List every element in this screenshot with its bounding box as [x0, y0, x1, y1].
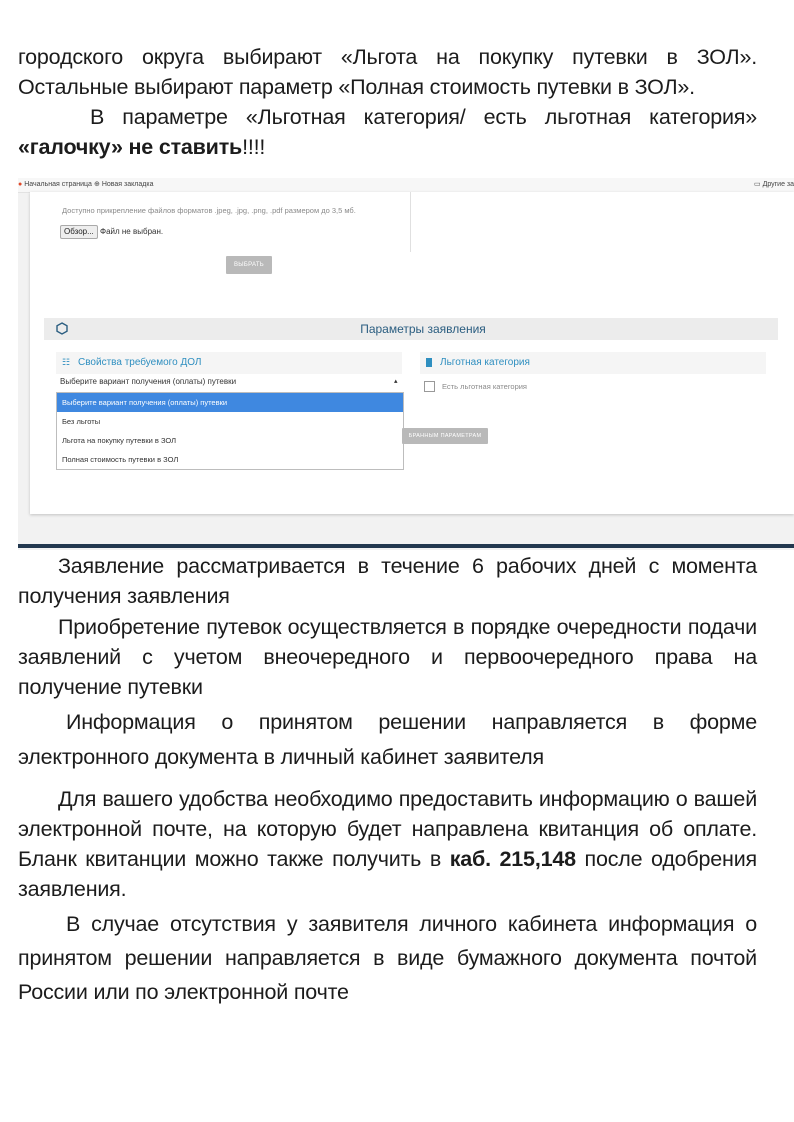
payment-dropdown: [56, 392, 404, 470]
bookmark-new[interactable]: ⊕ Новая закладка: [94, 181, 154, 188]
embedded-screenshot: [18, 178, 794, 550]
benefit-checkbox[interactable]: [424, 381, 435, 392]
choose-button[interactable]: ВЫБРАТЬ: [226, 256, 272, 274]
search-by-params-button[interactable]: БРАННЫМ ПАРАМЕТРАМ: [402, 428, 488, 444]
paragraph-email: Для вашего удобства необходимо предоставить информацию о вашей электронной почте, на которую будет направлена квитанция об оплате. Бланк квитанции можно также получить в каб. 215,148 после одобрения заявления.: [18, 787, 757, 901]
params-header: [44, 318, 778, 340]
application-panel: [30, 192, 794, 514]
paragraph-purchase-order: Приобретение путевок осуществляется в порядке очередности подачи заявлений с учетом внеочередного и первоочередного права на получение путевки: [18, 615, 757, 699]
no-checkmark-instruction: «галочку» не ставить: [18, 135, 243, 159]
dropdown-option[interactable]: Выберите вариант получения (оплаты) путевки: [57, 393, 403, 412]
dropdown-option[interactable]: Льгота на покупку путевки в ЗОЛ: [62, 436, 177, 445]
paragraph-review-period: Заявление рассматривается в течение 6 рабочих дней с момента получения заявления: [18, 554, 757, 608]
bookmark-other[interactable]: ▭ Другие за: [754, 181, 794, 188]
benefit-category-header: [420, 352, 766, 374]
dol-properties-header: [56, 352, 402, 374]
select-arrow-icon[interactable]: ▴: [394, 378, 398, 385]
dol-properties-title: Свойства требуемого ДОЛ: [78, 357, 202, 368]
sliders-icon: ☷: [62, 357, 71, 367]
top-line-1: городского округа выбирают «Льгота на покупку путевки в ЗОЛ».: [18, 45, 757, 69]
benefit-category-title: Льготная категория: [440, 357, 530, 368]
paragraph-no-account: В случае отсутствия у заявителя личного кабинета информация о принятом решении направляется в виде бумажного документа почтой России или по электронной почте: [18, 912, 757, 1004]
exclamations: !!!!: [242, 135, 266, 159]
globe-icon: ⊕: [94, 181, 100, 188]
top-paragraph: [18, 42, 757, 162]
dropdown-option[interactable]: Полная стоимость путевки в ЗОЛ: [62, 455, 179, 464]
payment-select[interactable]: Выберите вариант получения (оплаты) путевки: [60, 377, 237, 386]
file-hint: Доступно прикрепление файлов форматов .jpeg, .jpg, .png, .pdf размером до 3,5 мб.: [62, 206, 356, 215]
top-line-3-text: В параметре «Льготная категория/ есть льготная категория»: [90, 105, 757, 129]
bookmark-icon: [426, 358, 432, 367]
upload-divider: [410, 192, 411, 252]
top-line-3: [18, 102, 757, 132]
no-file-text: Файл не выбран.: [100, 227, 164, 236]
paragraph-decision-info: Информация о принятом решении направляется в форме электронного документа в личный кабинет заявителя: [18, 710, 757, 769]
top-line-2: Остальные выбирают параметр «Полная стоимость путевки в ЗОЛ».: [18, 75, 695, 99]
benefit-checkbox-label: Есть льготная категория: [442, 382, 527, 391]
browse-button[interactable]: Обзор...: [60, 225, 98, 239]
params-title: Параметры заявления: [360, 322, 486, 336]
home-icon: ●: [18, 181, 23, 188]
dropdown-option[interactable]: Без льготы: [62, 417, 101, 426]
bookmark-home[interactable]: ● Начальная страница: [18, 181, 92, 188]
bookmarks-bar: [18, 178, 794, 193]
top-line-4: [18, 132, 757, 162]
divider-line: [18, 544, 794, 548]
folder-icon: ▭: [754, 181, 761, 188]
office-numbers: каб. 215,148: [449, 847, 576, 871]
